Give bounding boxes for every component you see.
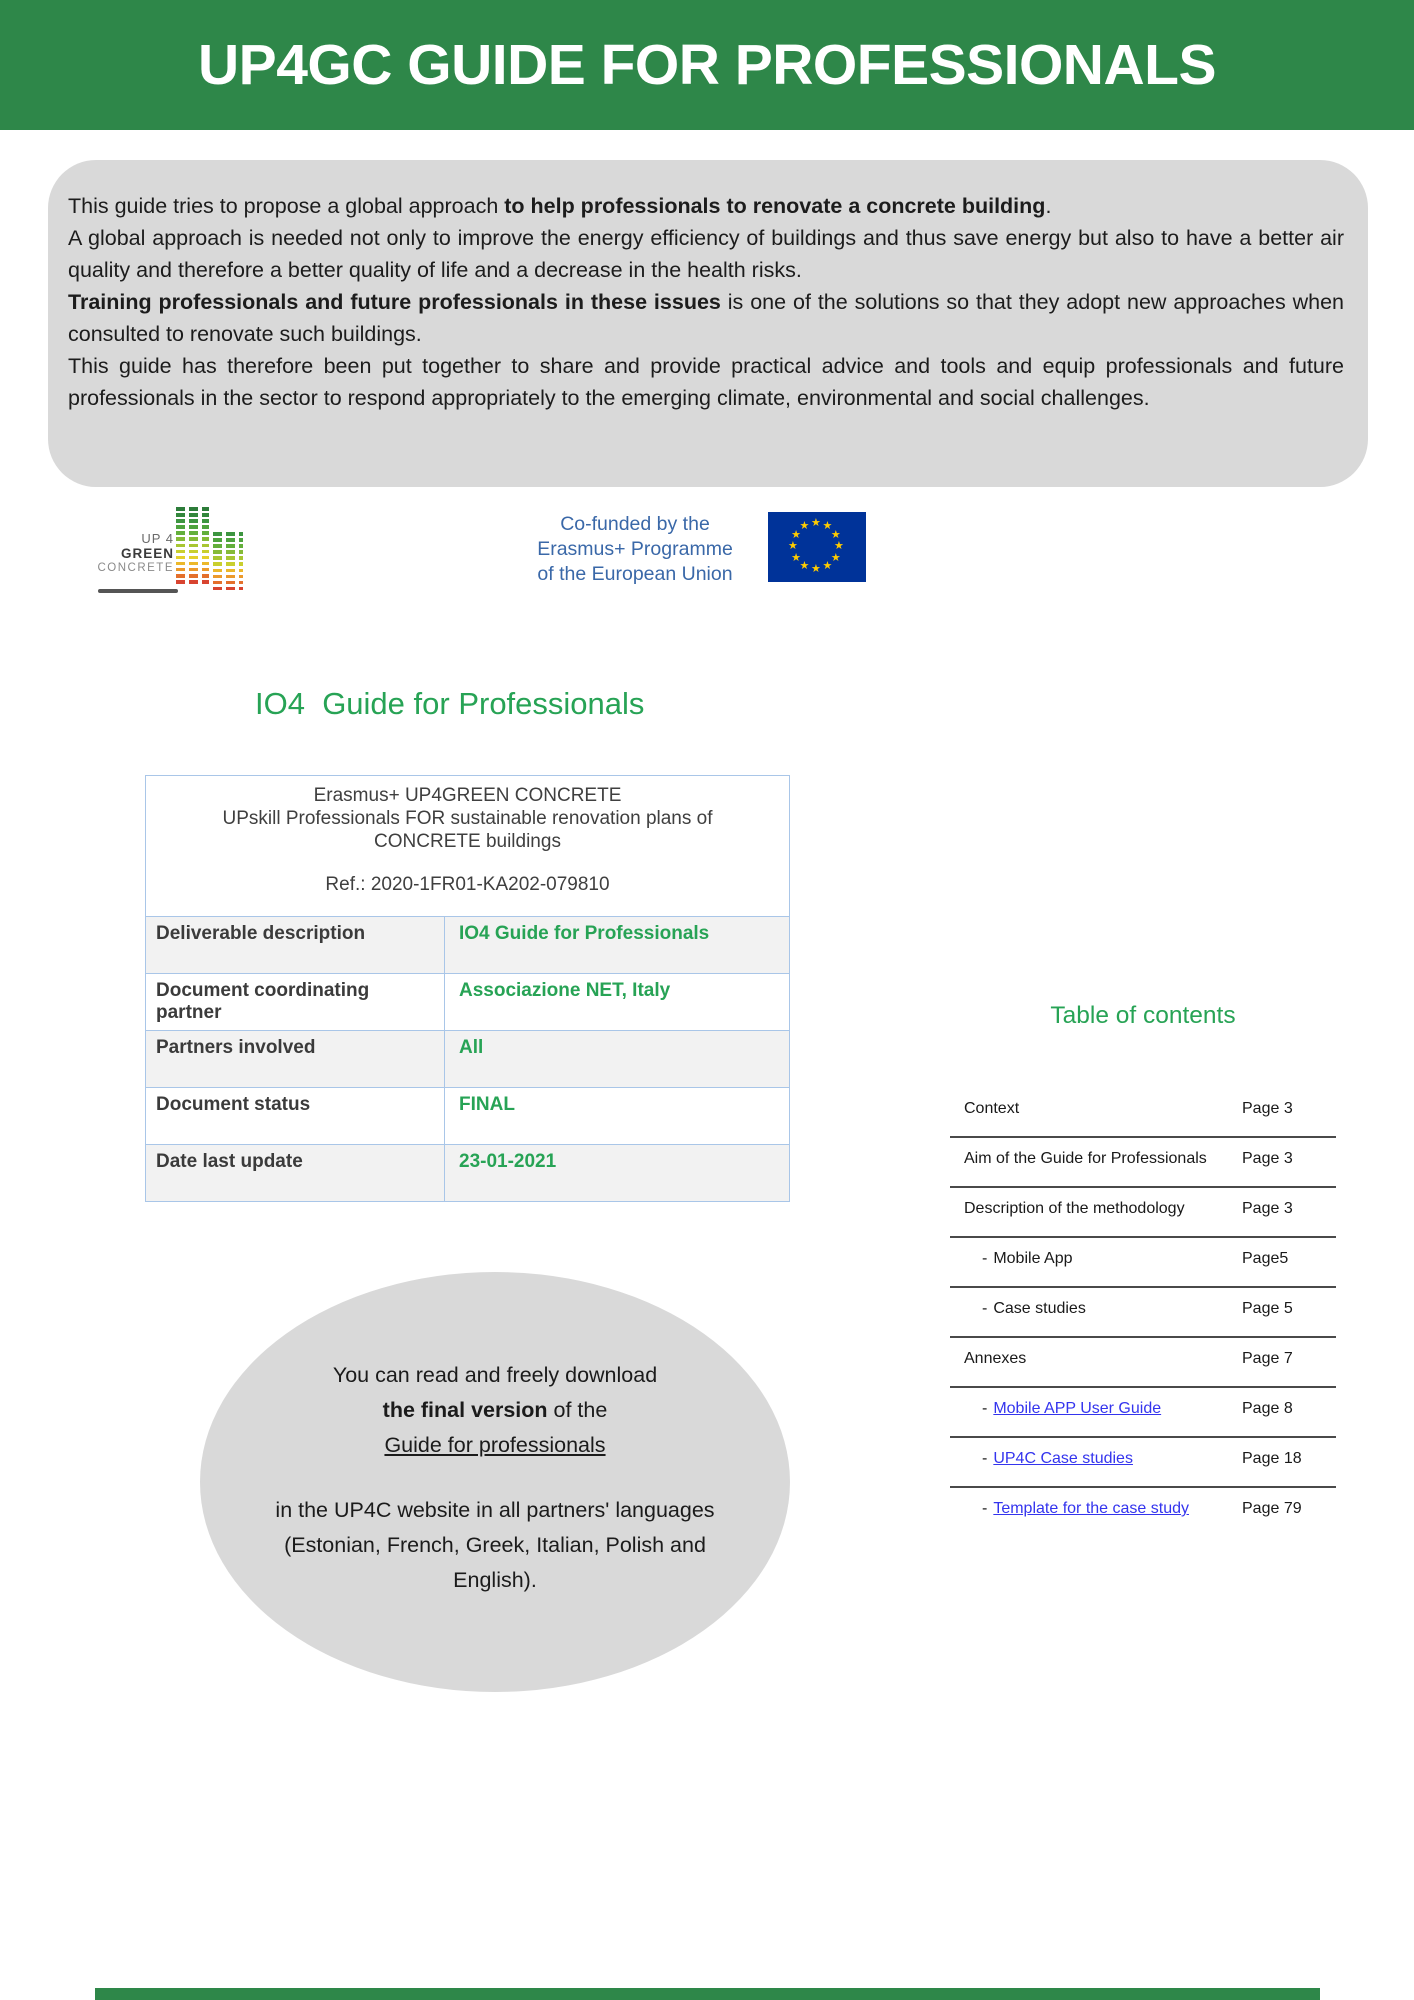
toc-item-page: Page 5 [1242,1300,1293,1317]
toc-item: - UP4C Case studies Page 18 [950,1438,1336,1488]
toc-item-label: Aim of the Guide for Professionals [964,1150,1207,1167]
row-label: Date last update [156,1151,303,1172]
row-label: Document coordinating partner [156,980,370,1023]
toc-item-label: Case studies [993,1300,1086,1317]
toc-item: - Template for the case study Page 79 [950,1488,1336,1538]
table-row [146,1144,789,1201]
toc-item-page: Page 3 [1242,1100,1293,1117]
eu-star-icon: ★ [822,559,833,572]
toc-link-up4c-case-studies[interactable]: UP4C Case studies [993,1450,1133,1467]
bubble-line: in the UP4C website in all partners' languages [275,1498,715,1522]
toc-list [950,1088,1336,1538]
footer-bar [95,1988,1320,2000]
download-bubble [200,1272,790,1692]
bubble-line: You can read and freely download [332,1363,658,1387]
intro-paragraph-4: This guide has therefore been put together to share and provide practical advice and tools and equip professionals and future professionals in the sector to respond appropriately to the emerging climate, environmental and social challenges. [68,354,1344,410]
intro-paragraph-2: A global approach is needed not only to improve the energy efficiency of buildings and thus save energy but also to have a better air quality and therefore a better quality of life and a decrease in the health risks. [68,226,1344,282]
toc-item-page: Page 3 [1242,1150,1293,1167]
eu-star-icon: ★ [811,517,821,529]
toc-item-label: Context [964,1100,1020,1117]
row-value: IO4 Guide for Professionals [444,917,789,973]
table-row [146,1087,789,1144]
eu-star-icon: ★ [788,540,798,552]
bubble-text [260,1358,730,1598]
row-label: Document status [156,1094,311,1115]
bubble-line: the final version of the [382,1398,608,1422]
toc-title: Table of contents [1050,1002,1236,1029]
spacer [260,1463,730,1493]
eu-star-icon: ★ [830,551,841,564]
toc-item [950,1188,1336,1238]
erasmus-credit: Co-funded by the Erasmus+ Programme of the European Union [537,513,733,585]
toc-item-label: Annexes [964,1350,1027,1367]
table-row [146,916,789,973]
table-row [146,973,789,1030]
toc-item [950,1088,1336,1138]
row-value: All [444,1031,789,1087]
toc-item-page: Page 79 [1242,1500,1302,1517]
table-of-contents [950,1002,1336,1538]
eu-star-icon: ★ [830,528,841,541]
toc-item-page: Page 18 [1242,1450,1302,1467]
up4green-logo-text: UP 4 GREEN CONCRETE [97,531,174,574]
toc-item: - Mobile App Page5 [950,1238,1336,1288]
eu-star-icon: ★ [791,551,801,564]
toc-link-template-case-study[interactable]: Template for the case study [993,1500,1189,1517]
toc-link-mobile-app-user-guide[interactable]: Mobile APP User Guide [993,1400,1162,1417]
eu-star-icon: ★ [834,540,844,552]
toc-item-label: Description of the methodology [964,1200,1185,1217]
toc-item-label: Mobile App [993,1250,1073,1267]
eu-star-icon: ★ [799,559,810,572]
info-table-header: Erasmus+ UP4GREEN CONCRETE UPskill Professionals FOR sustainable renovation plans of CONCRETE buildings Ref.: 2020-1FR01-KA202-079810 [146,776,789,916]
toc-item-page: Page 7 [1242,1350,1293,1367]
toc-item [950,1138,1336,1188]
toc-item-page: Page 3 [1242,1200,1293,1217]
energy-bars-icon [176,507,209,586]
intro-box [48,160,1368,487]
up4green-concrete-logo [98,503,248,600]
eu-star-icon: ★ [822,520,833,533]
toc-item: - Mobile APP User Guide Page 8 [950,1388,1336,1438]
header-bar [0,0,1414,130]
intro-paragraph-1: This guide tries to propose a global approach to help professionals to renovate a concrete building. [68,194,1052,218]
toc-item [950,1338,1336,1388]
row-value: Associazione NET, Italy [444,974,789,1030]
toc-item-page: Page5 [1242,1250,1289,1267]
eu-flag-icon [768,512,866,582]
row-value: FINAL [444,1088,789,1144]
toc-item-page: Page 8 [1242,1400,1293,1417]
row-value: 23-01-2021 [444,1145,789,1201]
info-table [145,775,790,1202]
guide-for-professionals-link[interactable]: Guide for professionals [384,1433,606,1457]
energy-bars-icon [213,532,243,593]
reference-number: Ref.: 2020-1FR01-KA202-079810 [325,874,610,895]
logo-underline [98,589,178,593]
row-label: Partners involved [156,1037,316,1058]
toc-item: - Case studies Page 5 [950,1288,1336,1338]
bubble-line: (Estonian, French, Greek, Italian, Polish and English). [284,1533,706,1592]
section-title: IO4 Guide for Professionals [255,686,645,721]
row-label: Deliverable description [156,923,366,944]
table-row [146,1030,789,1087]
eu-star-icon: ★ [799,520,810,533]
eu-star-icon: ★ [811,563,821,575]
intro-paragraph-3: Training professionals and future professionals in these issues is one of the solutions so that they adopt new approaches when consulted to renovate such buildings. [68,290,1344,346]
page-title: UP4GC GUIDE FOR PROFESSIONALS [198,33,1216,97]
eu-star-icon: ★ [791,528,801,541]
